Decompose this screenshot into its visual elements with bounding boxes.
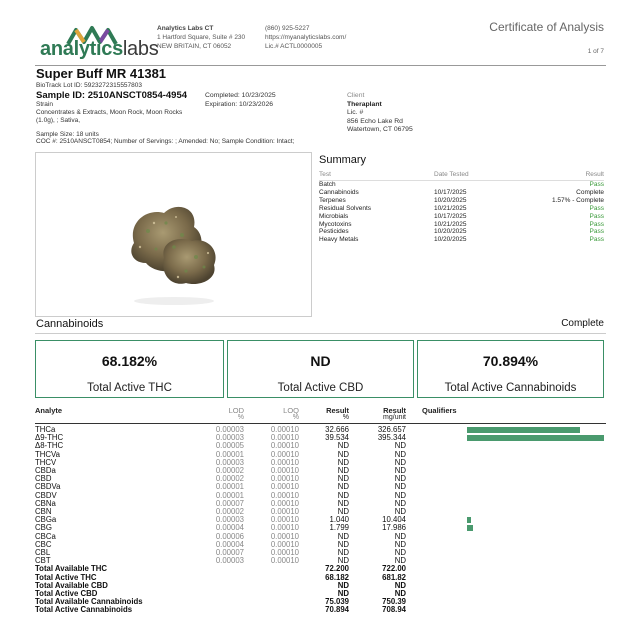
analyte-name: CBD bbox=[35, 474, 52, 484]
analyte-lod: 0.00002 bbox=[215, 474, 244, 484]
total-mg-unit: ND bbox=[394, 589, 406, 598]
analyte-name: THCa bbox=[35, 425, 56, 434]
analyte-lod: 0.00007 bbox=[215, 548, 244, 557]
analyte-result: ND bbox=[337, 539, 349, 549]
analyte-result: ND bbox=[337, 474, 349, 484]
summary-test: Cannabinoids bbox=[319, 188, 359, 196]
page-number: 1 of 7 bbox=[587, 48, 604, 55]
analyte-total-row bbox=[35, 606, 604, 614]
analyte-lod: 0.00001 bbox=[215, 490, 244, 500]
analyte-row bbox=[35, 426, 604, 434]
analyte-loq: 0.00010 bbox=[270, 490, 299, 500]
analyte-name: CBNa bbox=[35, 498, 56, 508]
analyte-result: 1.040 bbox=[329, 515, 349, 525]
analyte-header: Analyte LOD LOQ Result Result Qualifiers bbox=[35, 406, 457, 415]
analyte-name: CBL bbox=[35, 548, 51, 557]
product-photo bbox=[35, 152, 312, 317]
analyte-mg-unit: ND bbox=[394, 457, 406, 467]
total-mg-unit: 750.39 bbox=[382, 597, 406, 607]
analyte-loq: 0.00010 bbox=[270, 515, 299, 525]
total-name: Total Active Cannabinoids bbox=[35, 605, 133, 615]
analyte-lod: 0.00002 bbox=[215, 507, 244, 516]
analyte-row bbox=[35, 557, 604, 565]
summary-result: Pass bbox=[589, 181, 604, 188]
analyte-total-row bbox=[35, 574, 604, 582]
analyte-mg-unit: ND bbox=[394, 507, 406, 516]
summary-result: Complete bbox=[576, 188, 604, 196]
analyte-result: 39.534 bbox=[325, 433, 349, 443]
analyte-result: ND bbox=[337, 457, 349, 467]
cannabinoids-title: Cannabinoids bbox=[36, 318, 104, 330]
analyte-mg-unit: ND bbox=[394, 441, 406, 451]
total-result: 72.200 bbox=[325, 564, 349, 574]
total-name: Total Active CBD bbox=[35, 589, 98, 598]
summary-result: 1.57% - Complete bbox=[551, 196, 604, 204]
analyte-mg-unit: 326.657 bbox=[377, 425, 406, 434]
analyte-loq: 0.00010 bbox=[270, 457, 299, 467]
analyte-lod: 0.00002 bbox=[215, 466, 244, 475]
lab-phone: (860) 925-5227 bbox=[265, 25, 310, 32]
cannabinoids-divider bbox=[35, 333, 606, 334]
analyte-result: ND bbox=[337, 441, 349, 451]
summary-test: Batch bbox=[319, 181, 336, 188]
summary-test: Heavy Metals bbox=[319, 236, 359, 244]
summary-date bbox=[434, 181, 514, 189]
total-active-thc-box: 68.182% Total Active THC bbox=[35, 340, 224, 398]
biotrack-lot-id: BioTrack Lot ID: 5923272315557803 bbox=[36, 82, 143, 89]
summary-row bbox=[319, 213, 604, 221]
analyte-row bbox=[35, 442, 604, 450]
summary-result: Pass bbox=[589, 220, 604, 228]
summary-date: 10/17/2025 bbox=[434, 188, 467, 196]
sample-id: Sample ID: 2510ANSCT0854-4954 bbox=[36, 90, 188, 101]
analyte-loq: 0.00010 bbox=[270, 498, 299, 508]
analyte-lod: 0.00001 bbox=[215, 449, 244, 459]
summary-result: Pass bbox=[589, 236, 604, 244]
total-result: 68.182 bbox=[325, 572, 349, 582]
lab-license: Lic.# ACTL0000005 bbox=[265, 43, 323, 50]
total-result: 70.894 bbox=[325, 605, 349, 615]
analyte-mg-unit: ND bbox=[394, 531, 406, 541]
analyte-row bbox=[35, 434, 604, 442]
summary-date: 10/20/2025 bbox=[434, 196, 467, 204]
analyte-lod: 0.00003 bbox=[215, 433, 244, 443]
analyte-lod: 0.00006 bbox=[215, 531, 244, 541]
analyte-lod: 0.00003 bbox=[215, 425, 244, 434]
analyte-loq: 0.00010 bbox=[270, 539, 299, 549]
total-mg-unit: 708.94 bbox=[382, 605, 406, 615]
summary-date: 10/20/2025 bbox=[434, 236, 467, 244]
analyte-lod: 0.00005 bbox=[215, 441, 244, 451]
product-name: Super Buff MR 41381 bbox=[36, 66, 167, 81]
total-result: ND bbox=[337, 589, 349, 598]
analyte-mg-unit: 10.404 bbox=[382, 515, 406, 525]
coc-info: COC #: 2510ANSCT0854; Number of Servings: ; Amended: No; Sample Condition: Intact; bbox=[36, 138, 295, 145]
summary-title: Summary bbox=[319, 154, 367, 166]
analyte-row bbox=[35, 475, 604, 483]
analyte-mg-unit: ND bbox=[394, 498, 406, 508]
analyte-row bbox=[35, 533, 604, 541]
analyte-loq: 0.00010 bbox=[270, 466, 299, 475]
analyte-row bbox=[35, 492, 604, 500]
summary-result: Pass bbox=[589, 204, 604, 212]
analyte-bar bbox=[467, 435, 604, 441]
summary-row bbox=[319, 205, 604, 213]
analyte-row bbox=[35, 451, 604, 459]
summary-test: Terpenes bbox=[319, 196, 346, 204]
analyte-row bbox=[35, 541, 604, 549]
lab-website-link[interactable]: https://myanalyticslabs.com/ bbox=[265, 34, 347, 41]
analyte-lod: 0.00003 bbox=[215, 556, 244, 566]
analyte-result: ND bbox=[337, 498, 349, 508]
analyte-bar bbox=[467, 427, 580, 433]
client-block: Client Theraplant Lic. # 856 Echo Lake Rd Watertown, CT 06795 bbox=[347, 92, 413, 133]
total-active-cbd-box: ND Total Active CBD bbox=[227, 340, 414, 398]
analyte-loq: 0.00010 bbox=[270, 425, 299, 434]
summary-table bbox=[319, 170, 604, 244]
total-name: Total Available Cannabinoids bbox=[35, 597, 143, 607]
analyte-loq: 0.00010 bbox=[270, 507, 299, 516]
analyte-name: CBCa bbox=[35, 531, 56, 541]
analyte-bar bbox=[467, 517, 471, 523]
analyte-result: ND bbox=[337, 490, 349, 500]
analyte-mg-unit: 395.344 bbox=[377, 433, 406, 443]
analyte-mg-unit: ND bbox=[394, 474, 406, 484]
analyte-result: 1.799 bbox=[329, 523, 349, 533]
expiration-date: Expiration: 10/23/2026 bbox=[205, 100, 274, 108]
analyte-row bbox=[35, 516, 604, 524]
analyte-mg-unit: ND bbox=[394, 482, 406, 492]
summary-test: Mycotoxins bbox=[319, 220, 352, 228]
summary-row bbox=[319, 221, 604, 229]
total-name: Total Available CBD bbox=[35, 580, 108, 590]
summary-row bbox=[319, 197, 604, 205]
analyte-name: CBG bbox=[35, 523, 52, 533]
analyte-loq: 0.00010 bbox=[270, 441, 299, 451]
analyte-name: CBDV bbox=[35, 490, 57, 500]
logo-wordmark: analyticslabs bbox=[40, 38, 159, 60]
analyte-mg-unit: ND bbox=[394, 466, 406, 475]
summary-test: Microbials bbox=[319, 212, 349, 220]
analyte-loq: 0.00010 bbox=[270, 449, 299, 459]
analyte-name: CBC bbox=[35, 539, 52, 549]
analyte-name: CBGa bbox=[35, 515, 57, 525]
summary-header-row: Test Date Tested Result bbox=[319, 170, 604, 181]
analyte-mg-unit: ND bbox=[394, 490, 406, 500]
summary-row bbox=[319, 228, 604, 236]
analyte-name: CBT bbox=[35, 556, 51, 566]
analyte-lod: 0.00001 bbox=[215, 482, 244, 492]
analyte-loq: 0.00010 bbox=[270, 548, 299, 557]
analyte-result: ND bbox=[337, 507, 349, 516]
analyte-name: THCV bbox=[35, 457, 57, 467]
analyte-name: Δ8-THC bbox=[35, 441, 64, 451]
analyte-divider bbox=[35, 423, 606, 424]
analyte-lod: 0.00004 bbox=[215, 539, 244, 549]
analyte-row bbox=[35, 483, 604, 491]
analyte-loq: 0.00010 bbox=[270, 482, 299, 492]
total-result: ND bbox=[337, 580, 349, 590]
analyte-name: CBN bbox=[35, 507, 52, 516]
analyte-loq: 0.00010 bbox=[270, 523, 299, 533]
lab-contact bbox=[265, 24, 346, 51]
analyte-row bbox=[35, 500, 604, 508]
analyte-name: Δ9-THC bbox=[35, 433, 64, 443]
analyte-total-row bbox=[35, 582, 604, 590]
summary-date: 10/21/2025 bbox=[434, 220, 467, 228]
analyte-loq: 0.00010 bbox=[270, 433, 299, 443]
document-title: Certificate of Analysis bbox=[489, 20, 604, 34]
analyte-result: ND bbox=[337, 548, 349, 557]
analyte-result: ND bbox=[337, 556, 349, 566]
analyte-result: ND bbox=[337, 531, 349, 541]
analyte-lod: 0.00004 bbox=[215, 523, 244, 533]
lab-address: Analytics Labs CT 1 Hartford Square, Suite # 230 NEW BRITAIN, CT 06052 bbox=[157, 25, 246, 50]
summary-test: Residual Solvents bbox=[319, 204, 372, 212]
sample-size: Sample Size: 18 units bbox=[36, 131, 99, 138]
analyte-row bbox=[35, 549, 604, 557]
summary-test: Pesticides bbox=[319, 228, 349, 236]
analyte-row bbox=[35, 508, 604, 516]
total-result: 75.039 bbox=[325, 597, 349, 607]
summary-date: 10/20/2025 bbox=[434, 228, 467, 236]
analyte-row bbox=[35, 524, 604, 532]
total-mg-unit: 681.82 bbox=[382, 572, 406, 582]
summary-date: 10/21/2025 bbox=[434, 204, 467, 212]
sample-dates bbox=[205, 92, 276, 109]
summary-result: Pass bbox=[589, 228, 604, 236]
moon-rock-image bbox=[36, 153, 311, 316]
product-details: Strain Concentrates & Extracts, Moon Rock, Moon Rocks (1.0g), ; Sativa, bbox=[36, 101, 183, 124]
analyte-loq: 0.00010 bbox=[270, 556, 299, 566]
summary-row bbox=[319, 236, 604, 244]
analyte-name: THCVa bbox=[35, 449, 60, 459]
analyte-loq: 0.00010 bbox=[270, 531, 299, 541]
analyte-units-row: % % % mg/unit bbox=[237, 414, 406, 421]
analyte-result: ND bbox=[337, 466, 349, 475]
analyte-total-row bbox=[35, 565, 604, 573]
analyte-name: CBDVa bbox=[35, 482, 61, 492]
analyte-mg-unit: ND bbox=[394, 539, 406, 549]
analyte-mg-unit: ND bbox=[394, 449, 406, 459]
analyte-mg-unit: 17.986 bbox=[382, 523, 406, 533]
summary-result: Pass bbox=[589, 212, 604, 220]
summary-row bbox=[319, 181, 604, 189]
total-mg-unit: ND bbox=[394, 580, 406, 590]
analyte-mg-unit: ND bbox=[394, 548, 406, 557]
summary-row bbox=[319, 189, 604, 197]
analyte-row bbox=[35, 467, 604, 475]
summary-date: 10/17/2025 bbox=[434, 212, 467, 220]
total-name: Total Available THC bbox=[35, 564, 108, 574]
analyte-result: ND bbox=[337, 482, 349, 492]
analyte-loq: 0.00010 bbox=[270, 474, 299, 484]
total-mg-unit: 722.00 bbox=[382, 564, 406, 574]
analyte-row bbox=[35, 459, 604, 467]
cannabinoids-status: Complete bbox=[561, 318, 604, 329]
analyte-lod: 0.00007 bbox=[215, 498, 244, 508]
analyte-mg-unit: ND bbox=[394, 556, 406, 566]
analyte-lod: 0.00003 bbox=[215, 457, 244, 467]
analyte-name: CBDa bbox=[35, 466, 56, 475]
analyte-bar bbox=[467, 525, 473, 531]
completed-date: Completed: 10/23/2025 bbox=[205, 92, 276, 99]
analyte-result: 32.666 bbox=[325, 425, 349, 434]
analyte-result: ND bbox=[337, 449, 349, 459]
total-active-cannabinoids-box: 70.894% Total Active Cannabinoids bbox=[417, 340, 604, 398]
total-name: Total Active THC bbox=[35, 572, 97, 582]
analyte-lod: 0.00003 bbox=[215, 515, 244, 525]
